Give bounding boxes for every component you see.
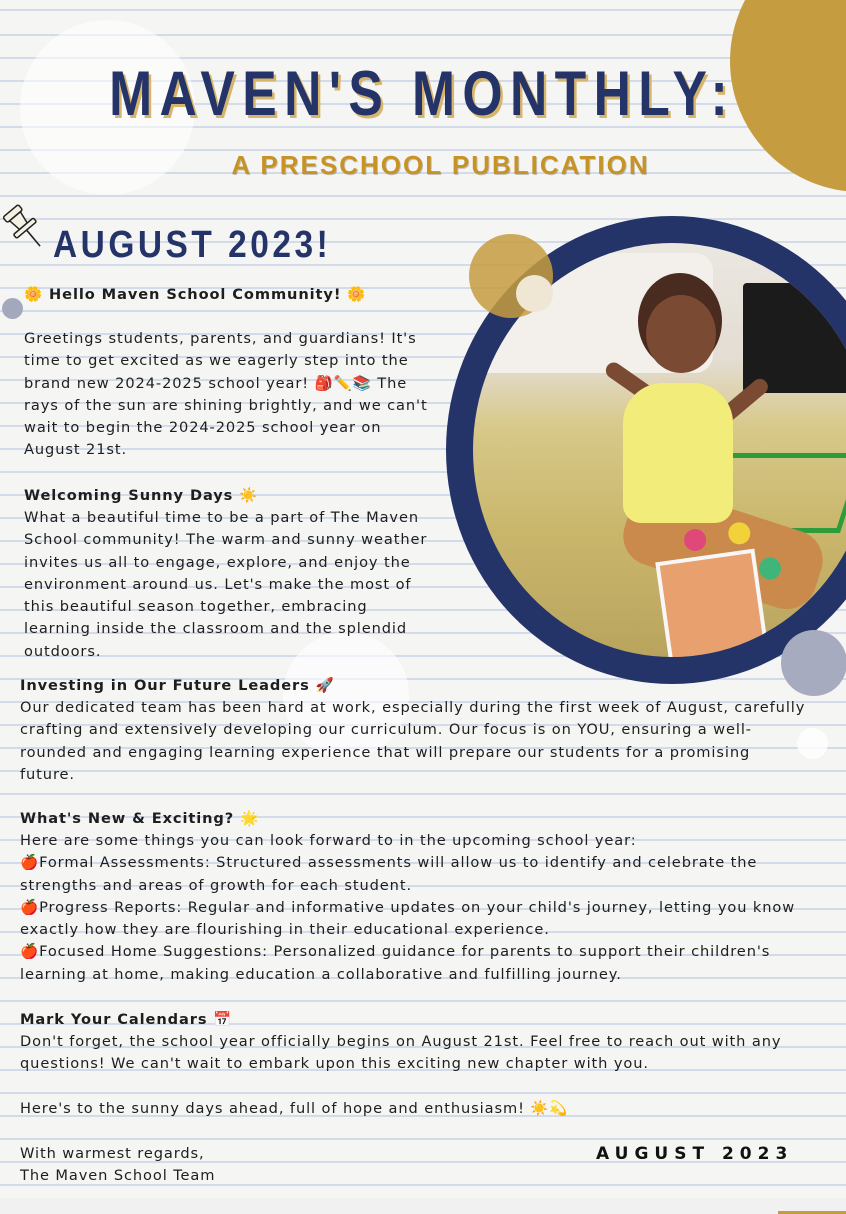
page-bottom-strip [0, 1198, 846, 1214]
issue-heading: AUGUST 2023! [53, 224, 332, 266]
push-pin-icon [0, 200, 48, 254]
future-leaders-body: Our dedicated team has been hard at work, especially during the first week of August, carefully crafting and extensively developing our curriculum. Our focus is on YOU, ensuring a well- rounded and engaging learning experience that will prepare our students for a promising future. [20, 699, 806, 783]
footer-date: AUGUST 2023 [596, 1144, 794, 1164]
whats-new-heading: What's New & Exciting? 🌟 [20, 810, 260, 827]
signoff: With warmest regards, The Maven School Team [20, 1145, 216, 1185]
calendar-heading: Mark Your Calendars 📅 [20, 1011, 233, 1028]
closing-line: Here's to the sunny days ahead, full of hope and enthusiasm! ☀️💫 [20, 1100, 569, 1117]
calendar-body: Don't forget, the school year officially begins on August 21st. Feel free to reach out with any questions! We can't wait to embark upon this exciting new chapter with you. [20, 1033, 782, 1073]
sunny-days-body: What a beautiful time to be a part of The Maven School community! The warm and sunny weather invites us all to engage, explore, and enjoy the environment around us. Let's make the most of this beautiful season together, embracing learning inside the classroom and the splendid outdoors. [24, 509, 428, 660]
future-leaders-heading: Investing in Our Future Leaders 🚀 [20, 677, 335, 694]
greeting-line: 🌼 Hello Maven School Community! 🌼 [24, 286, 367, 303]
decorative-cream-dot [516, 275, 553, 312]
newsletter-subtitle: A PRESCHOOL PUBLICATION [231, 150, 650, 180]
decorative-grey-dot [2, 298, 23, 319]
sunny-days-heading: Welcoming Sunny Days ☀️ [24, 487, 259, 504]
greeting-paragraph: Greetings students, parents, and guardians! It's time to get excited as we eagerly step into the brand new 2024-2025 school year! 🎒✏️📚 The rays of the sun are shining brightly, and we can't wait to begin the 2024-2025 school year on August 21st. [24, 330, 428, 459]
newsletter-title: MAVEN'S MONTHLY: [109, 59, 736, 129]
whats-new-body: Here are some things you can look forward to in the upcoming school year: 🍎Formal Assessments: Structured assessments will allow us to identify and celebrate the strengths and areas of growth for each student. 🍎Progress Reports: Regular and informative updates on your child's journey, letting you know exactly how they are flourishing in their educational experience. 🍎Focused Home Suggestions: Personalized guidance for parents to support their children's learning at home, making education a collaborative and fulfilling journey. [20, 832, 796, 983]
